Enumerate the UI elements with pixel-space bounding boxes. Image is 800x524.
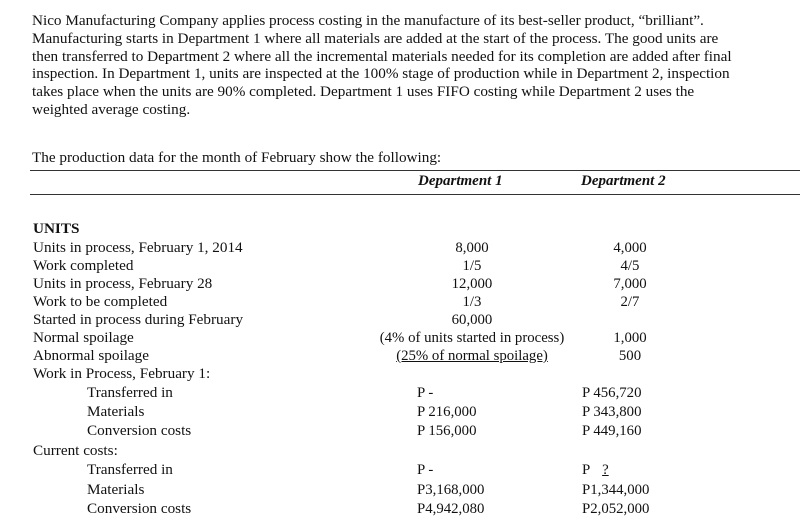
paragraph-line: Manufacturing starts in Department 1 where all materials are added at the start of the process. The good units are <box>32 29 719 47</box>
row-label: Conversion costs <box>87 500 192 517</box>
row-label: Work completed <box>33 257 134 274</box>
dept1-value: 8,000 <box>455 240 489 256</box>
dept2-value: P 343,800 <box>582 404 642 420</box>
dept1-header: Department 1 <box>418 173 503 189</box>
units-heading: UNITS <box>33 220 80 237</box>
row-label: Materials <box>87 403 145 420</box>
problem-paragraph <box>32 12 800 119</box>
dept2-value: P 456,720 <box>582 385 642 401</box>
row-label: Units in process, February 1, 2014 <box>33 239 243 256</box>
dept1-value: 12,000 <box>451 276 493 292</box>
dept1-value: 1/3 <box>462 294 482 310</box>
paragraph-line: then transferred to Department 2 where all the incremental materials needed for its completion are added after final <box>32 47 732 65</box>
dept1-value: (4% of units started in process) <box>379 330 565 346</box>
paragraph-line: Nico Manufacturing Company applies process costing in the manufacture of its best-seller product, “brilliant”. <box>32 12 704 29</box>
dept1-value: P 216,000 <box>417 404 477 420</box>
dept2-value: P1,344,000 <box>582 482 650 498</box>
dept1-value: 1/5 <box>462 258 482 274</box>
dept1-value: P - <box>417 462 434 478</box>
header-bottom-rule <box>30 194 800 195</box>
header-top-rule <box>30 170 800 171</box>
dept1-value: (25% of normal spoilage) <box>396 348 548 364</box>
wip-heading: Work in Process, February 1: <box>33 365 211 382</box>
dept2-value: P2,052,000 <box>582 501 650 517</box>
dept2-value <box>582 462 617 479</box>
row-label: Abnormal spoilage <box>33 347 149 364</box>
paragraph-line: weighted average costing. <box>32 100 191 118</box>
dept2-value: 7,000 <box>613 276 647 292</box>
row-label: Started in process during February <box>33 311 244 328</box>
peso-prefix: P <box>582 462 590 478</box>
row-label: Transferred in <box>87 384 173 401</box>
dept1-value: P - <box>417 385 434 401</box>
row-label: Materials <box>87 481 145 498</box>
row-label: Normal spoilage <box>33 329 134 346</box>
row-label: Conversion costs <box>87 422 192 439</box>
row-label: Transferred in <box>87 461 173 478</box>
dept2-value: 500 <box>618 348 642 364</box>
current-costs-heading: Current costs: <box>33 442 118 459</box>
paragraph-line: takes place when the units are 90% completed. Department 1 uses FIFO costing while Department 2 uses the <box>32 83 695 101</box>
dept2-header: Department 2 <box>581 173 666 189</box>
dept1-value: P3,168,000 <box>417 482 485 498</box>
dept1-value: 60,000 <box>451 312 493 328</box>
dept1-value: P 156,000 <box>417 423 477 439</box>
row-label: Units in process, February 28 <box>33 275 213 292</box>
dept2-value: 4/5 <box>620 258 640 274</box>
paragraph-line: inspection. In Department 1, units are inspected at the 100% stage of production while in Department 2, inspection <box>32 65 730 83</box>
row-label: Work to be completed <box>33 293 168 310</box>
dept2-value: 2/7 <box>620 294 640 310</box>
dept2-value: 4,000 <box>613 240 647 256</box>
dept1-value: P4,942,080 <box>417 501 485 517</box>
unknown-value: ? <box>602 462 609 478</box>
dept2-value: 1,000 <box>613 330 647 346</box>
intro-text: The production data for the month of February show the following: <box>32 149 442 166</box>
dept2-value: P 449,160 <box>582 423 642 439</box>
